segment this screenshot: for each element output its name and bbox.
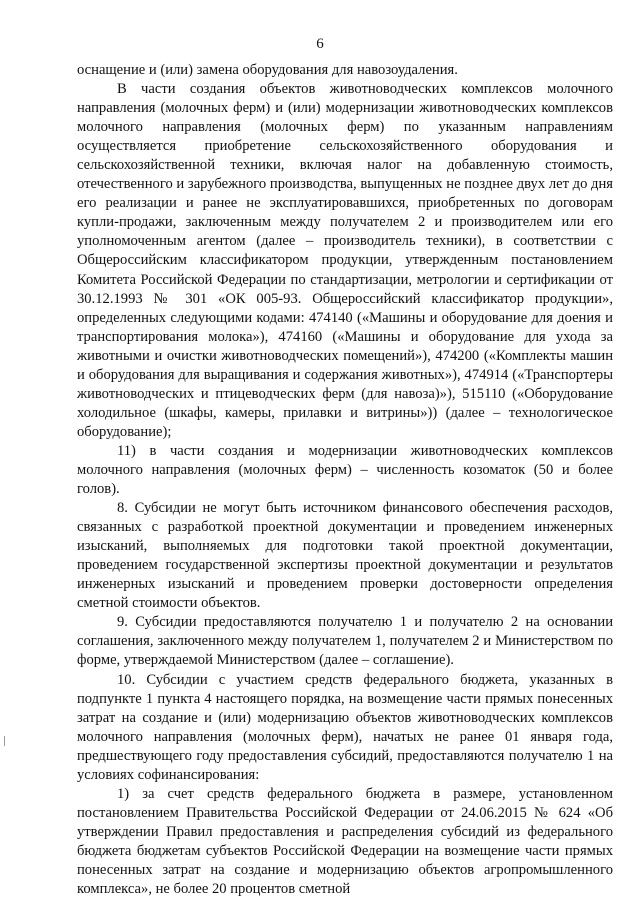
margin-mark	[4, 736, 5, 746]
paragraph-dairy-equipment: В части создания объектов животноводческих комплексов молочного направления (молочных ферм) и (или) модернизации животноводческих комплексов молочного направления (молочных ферм) по указанным направлениям осуществляется приобретение сельскохозяйственного оборудования и сельскохозяйственной техники, включая налог на добавленную стоимость, отечественного и зарубежного производства, выпущенных не позднее двух лет до дня его реализации и ранее не эксплуатировавшихся, приобретенных по договорам купли-продажи, заключенным между получателем 2 и производителем или его уполномоченным агентом (далее – производитель техники), в соответствии с Общероссийским классификатором продукции, утвержденным постановлением Комитета Российской Федерации по стандартизации, метрологии и сертификации от 30.12.1993 № 301 «ОК 005-93. Общероссийский классификатор продукции», определенных следующими кодами: 474140 («Машины и оборудование для доения и транспортирования молока»), 474160 («Машины и оборудование для ухода за животными и очистки животноводческих помещений»), 474200 («Комплекты машин и оборудования для выращивания и содержания животных»), 474914 («Транспортеры животноводческих и птицеводческих ферм (для навоза)»), 515110 («Оборудование холодильное (шкафы, камеры, прилавки и витрины»)) (далее – технологическое оборудование);	[77, 81, 613, 440]
paragraph-item-11: 11) в части создания и модернизации животноводческих комплексов молочного направления (молочных ферм) – численность козоматок (50 и более голов).	[77, 442, 613, 498]
paragraph-9: 9. Субсидии предоставляются получателю 1 и получателю 2 на основании соглашения, заключенного между получателем 1, получателем 2 и Министерством по форме, утверждаемой Министерством (далее – соглашение).	[77, 614, 613, 669]
paragraph-8: 8. Субсидии не могут быть источником финансового обеспечения расходов, связанных с разработкой проектной документации и проведением инженерных изысканий, выполняемых для подготовки такой проектной документации, проведением государственной экспертизы проектной документации и результатов инженерных изысканий и проведением проверки достоверности определения сметной стоимости объектов.	[77, 500, 613, 612]
page-number: 6	[316, 36, 324, 52]
paragraph-continuation: оснащение и (или) замена оборудования для навозоудаления.	[77, 62, 458, 78]
document-body	[77, 61, 613, 899]
paragraph-10-item-1: 1) за счет средств федерального бюджета в размере, установленном постановлением Правительства Российской Федерации от 24.06.2015 № 624 «Об утверждении Правил предоставления и распределения субсидий из федерального бюджета бюджетам субъектов Российской Федерации на возмещение части прямых понесенных затрат на создание и модернизацию объектов агропромышленного комплекса», не более 20 процентов сметной	[77, 785, 613, 898]
paragraph-10: 10. Субсидии с участием средств федерального бюджета, указанных в подпункте 1 пункта 4 настоящего порядка, на возмещение части прямых понесенных затрат на создание и (или) модернизацию объектов животноводческих комплексов молочного направления (молочных ферм), начатых не ранее 01 января года, предшествующего году предоставления субсидий, предоставляются получателю 1 на условиях софинансирования:	[77, 671, 613, 783]
